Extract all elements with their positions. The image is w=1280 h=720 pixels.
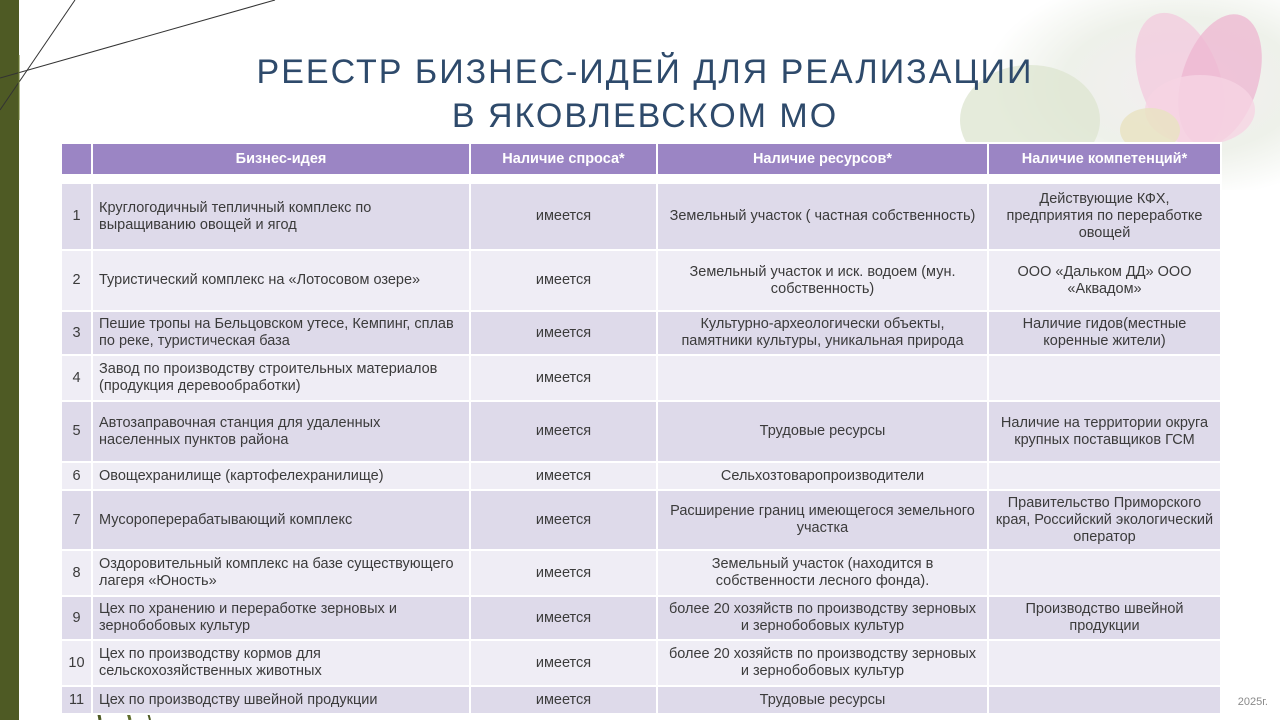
- row-resources: Земельный участок ( частная собственность): [657, 183, 988, 250]
- row-competencies: Действующие КФХ, предприятия по переработке овощей: [988, 183, 1221, 250]
- row-num: 9: [61, 596, 92, 640]
- row-resources: Культурно-археологически объекты, памятники культуры, уникальная природа: [657, 311, 988, 355]
- row-demand: имеется: [470, 550, 657, 596]
- row-idea: Мусороперерабатывающий комплекс: [92, 490, 470, 550]
- row-demand: имеется: [470, 250, 657, 311]
- header-num: [61, 143, 92, 175]
- table-row: [61, 355, 1221, 401]
- table-row: [61, 596, 1221, 640]
- row-competencies: [988, 686, 1221, 714]
- row-competencies: ООО «Дальком ДД» ООО «Аквадом»: [988, 250, 1221, 311]
- row-num: 4: [61, 355, 92, 401]
- table-header-row: [61, 143, 1221, 175]
- header-competencies: Наличие компетенций*: [988, 143, 1221, 175]
- header-resources: Наличие ресурсов*: [657, 143, 988, 175]
- row-demand: имеется: [470, 490, 657, 550]
- row-demand: имеется: [470, 686, 657, 714]
- row-idea: Автозаправочная станция для удаленных населенных пунктов района: [92, 401, 470, 462]
- row-competencies: [988, 640, 1221, 686]
- row-num: 3: [61, 311, 92, 355]
- row-resources: Сельхозтоваропроизводители: [657, 462, 988, 490]
- row-demand: имеется: [470, 401, 657, 462]
- table-row: [61, 490, 1221, 550]
- row-num: 11: [61, 686, 92, 714]
- row-resources: Земельный участок (находится в собственности лесного фонда).: [657, 550, 988, 596]
- row-resources: более 20 хозяйств по производству зерновых и зернобобовых культур: [657, 596, 988, 640]
- header-demand: Наличие спроса*: [470, 143, 657, 175]
- row-demand: имеется: [470, 311, 657, 355]
- title-line-1: РЕЕСТР БИЗНЕС-ИДЕЙ ДЛЯ РЕАЛИЗАЦИИ: [256, 53, 1034, 91]
- row-num: 1: [61, 183, 92, 250]
- row-competencies: Производство швейной продукции: [988, 596, 1221, 640]
- row-competencies: [988, 462, 1221, 490]
- row-idea: Завод по производству строительных материалов (продукция деревообработки): [92, 355, 470, 401]
- row-resources: Трудовые ресурсы: [657, 686, 988, 714]
- table-row: [61, 462, 1221, 490]
- row-num: 5: [61, 401, 92, 462]
- title-line-2: В ЯКОВЛЕВСКОМ МО: [451, 97, 839, 135]
- table-row: [61, 401, 1221, 462]
- row-idea: Цех по хранению и переработке зерновых и зернобобовых культур: [92, 596, 470, 640]
- row-demand: имеется: [470, 355, 657, 401]
- business-ideas-table: [60, 142, 1220, 715]
- row-idea: Оздоровительный комплекс на базе существующего лагеря «Юность»: [92, 550, 470, 596]
- page-title: [180, 50, 1110, 138]
- row-idea: Цех по производству кормов для сельскохозяйственных животных: [92, 640, 470, 686]
- row-resources: Земельный участок и иск. водоем (мун. собственность): [657, 250, 988, 311]
- table-row: [61, 550, 1221, 596]
- row-num: 6: [61, 462, 92, 490]
- row-resources: более 20 хозяйств по производству зерновых и зернобобовых культур: [657, 640, 988, 686]
- row-demand: имеется: [470, 462, 657, 490]
- row-resources: Трудовые ресурсы: [657, 401, 988, 462]
- row-resources: [657, 355, 988, 401]
- footer-year: 2025г.: [1237, 696, 1268, 708]
- row-num: 8: [61, 550, 92, 596]
- row-resources: Расширение границ имеющегося земельного участка: [657, 490, 988, 550]
- table-row: [61, 686, 1221, 714]
- row-demand: имеется: [470, 596, 657, 640]
- table-row: [61, 183, 1221, 250]
- row-idea: Овощехранилище (картофелехранилище): [92, 462, 470, 490]
- table-row: [61, 640, 1221, 686]
- row-num: 2: [61, 250, 92, 311]
- row-idea: Туристический комплекс на «Лотосовом озере»: [92, 250, 470, 311]
- row-num: 10: [61, 640, 92, 686]
- table-row: [61, 250, 1221, 311]
- row-idea: Цех по производству швейной продукции: [92, 686, 470, 714]
- row-num: 7: [61, 490, 92, 550]
- row-demand: имеется: [470, 640, 657, 686]
- header-idea: Бизнес-идея: [92, 143, 470, 175]
- row-demand: имеется: [470, 183, 657, 250]
- row-competencies: [988, 355, 1221, 401]
- row-idea: Пешие тропы на Бельцовском утесе, Кемпинг, сплав по реке, туристическая база: [92, 311, 470, 355]
- table-row: [61, 311, 1221, 355]
- row-competencies: Правительство Приморского края, Российский экологический оператор: [988, 490, 1221, 550]
- row-competencies: Наличие на территории округа крупных поставщиков ГСМ: [988, 401, 1221, 462]
- row-competencies: Наличие гидов(местные коренные жители): [988, 311, 1221, 355]
- row-competencies: [988, 550, 1221, 596]
- row-idea: Круглогодичный тепличный комплекс по выращиванию овощей и ягод: [92, 183, 470, 250]
